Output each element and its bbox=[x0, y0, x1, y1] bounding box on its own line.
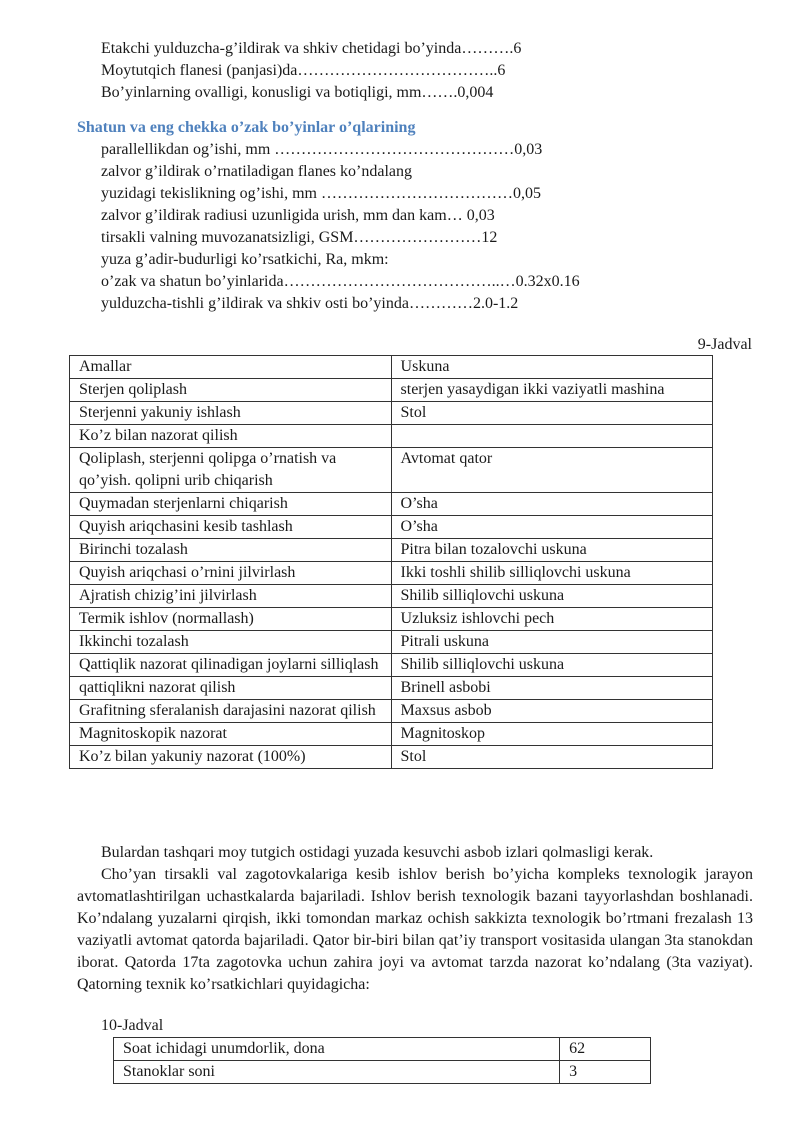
table-row bbox=[70, 379, 713, 402]
table-cell: Qoliplash, sterjenni qolipga o’rnatish va qo’yish. qolipni urib chiqarish bbox=[70, 448, 392, 493]
table-cell: Magnitoskop bbox=[391, 723, 712, 746]
spec-line: zalvor g’ildirak radiusi uzunligida urish, mm dan kam… 0,03 bbox=[101, 207, 495, 224]
paragraph: Bulardan tashqari moy tutgich ostidagi yuzada kesuvchi asbob izlari qolmasligi kerak. bbox=[101, 844, 654, 861]
table-row bbox=[70, 539, 713, 562]
table-cell: Pitra bilan tozalovchi uskuna bbox=[391, 539, 712, 562]
table-row bbox=[70, 425, 713, 448]
table-cell: Maxsus asbob bbox=[391, 700, 712, 723]
table-caption: 9-Jadval bbox=[697, 336, 752, 353]
operations-table bbox=[69, 355, 713, 769]
table-cell: Brinell asbobi bbox=[391, 677, 712, 700]
table-cell: Stol bbox=[391, 746, 712, 769]
table-row bbox=[70, 516, 713, 539]
table-cell: Ikkinchi tozalash bbox=[70, 631, 392, 654]
spec-line: yulduzcha-tishli g’ildirak va shkiv osti bo’yinda…………2.0-1.2 bbox=[101, 295, 519, 312]
table-cell: Ko’z bilan nazorat qilish bbox=[70, 425, 392, 448]
section-heading: Shatun va eng chekka o’zak bo’yinlar o’qlarining bbox=[77, 119, 416, 136]
table-cell: sterjen yasaydigan ikki vaziyatli mashina bbox=[391, 379, 712, 402]
table-cell: O’sha bbox=[391, 516, 712, 539]
spec-line: parallellikdan og’ishi, mm ………………………………………0,03 bbox=[101, 141, 543, 158]
spec-line: yuza g’adir-budurligi ko’rsatkichi, Ra, mkm: bbox=[101, 251, 389, 268]
table-row bbox=[70, 746, 713, 769]
table-cell: Ko’z bilan yakuniy nazorat (100%) bbox=[70, 746, 392, 769]
spec-line: yuzidagi tekislikning og’ishi, mm ………………………………0,05 bbox=[101, 185, 541, 202]
table-cell: O’sha bbox=[391, 493, 712, 516]
table-cell: Uzluksiz ishlovchi pech bbox=[391, 608, 712, 631]
table-cell: Shilib silliqlovchi uskuna bbox=[391, 585, 712, 608]
table-cell: Pitrali uskuna bbox=[391, 631, 712, 654]
table-cell: Avtomat qator bbox=[391, 448, 712, 493]
table-cell: Soat ichidagi unumdorlik, dona bbox=[114, 1038, 560, 1061]
line-specs-table bbox=[113, 1037, 651, 1084]
table-row bbox=[114, 1061, 651, 1084]
table-cell: 62 bbox=[560, 1038, 651, 1061]
table-row bbox=[70, 402, 713, 425]
spec-line: Moytutqich flanesi (panjasi)da………………………………..6 bbox=[101, 62, 506, 79]
table-row bbox=[70, 700, 713, 723]
column-header: Amallar bbox=[70, 356, 392, 379]
table-cell: Stanoklar soni bbox=[114, 1061, 560, 1084]
table-row bbox=[70, 608, 713, 631]
table-cell: Magnitoskopik nazorat bbox=[70, 723, 392, 746]
table-cell: 3 bbox=[560, 1061, 651, 1084]
table-cell: Quymadan sterjenlarni chiqarish bbox=[70, 493, 392, 516]
table-header-row bbox=[70, 356, 713, 379]
spec-line: o’zak va shatun bo’yinlarida…………………………………..…0.32x0.16 bbox=[101, 273, 580, 290]
table-cell: Quyish ariqchasi o’rnini jilvirlash bbox=[70, 562, 392, 585]
table-cell: Ajratish chizig’ini jilvirlash bbox=[70, 585, 392, 608]
table-row bbox=[70, 493, 713, 516]
table-row bbox=[70, 654, 713, 677]
table-row bbox=[70, 585, 713, 608]
table-cell: Stol bbox=[391, 402, 712, 425]
table-cell: Sterjen qoliplash bbox=[70, 379, 392, 402]
table-row bbox=[70, 562, 713, 585]
table-cell: qattiqlikni nazorat qilish bbox=[70, 677, 392, 700]
table-row bbox=[70, 677, 713, 700]
table-cell: Termik ishlov (normallash) bbox=[70, 608, 392, 631]
table-row bbox=[70, 723, 713, 746]
spec-line: zalvor g’ildirak o’rnatiladigan flanes ko’ndalang bbox=[101, 163, 412, 180]
table-cell: Shilib silliqlovchi uskuna bbox=[391, 654, 712, 677]
table-cell: Birinchi tozalash bbox=[70, 539, 392, 562]
column-header: Uskuna bbox=[391, 356, 712, 379]
table-row bbox=[70, 448, 713, 493]
paragraph: Cho’yan tirsakli val zagotovkalariga kesib ishlov berish bo’yicha kompleks texnologik jarayon avtomatlashtirilgan uchastkalarda bajariladi. Ishlov berish texnologik bazani tayyorlashdan boshlanadi. Ko’ndalang yuzalarni qirqish, ikki tomondan markaz ochish sakkizta texnologik bo’rtmani frezalash 13 vaziyatli avtomat qatorda bajariladi. Qator bir-biri bilan qat’iy transport vositasida ulangan 3ta stanokdan iborat. Qatorda 17ta zagotovka uchun zahira joyi va avtomat tarzda nazorat ko’ndalang (3ta vaziyat). Qatorning texnik ko’rsatkichlari quyidagicha: bbox=[77, 866, 753, 993]
table-row bbox=[114, 1038, 651, 1061]
table-row bbox=[70, 631, 713, 654]
table-cell bbox=[391, 425, 712, 448]
table-cell: Ikki toshli shilib silliqlovchi uskuna bbox=[391, 562, 712, 585]
table-cell: Quyish ariqchasini kesib tashlash bbox=[70, 516, 392, 539]
table-cell: Sterjenni yakuniy ishlash bbox=[70, 402, 392, 425]
body-text bbox=[77, 842, 753, 996]
spec-line: tirsakli valning muvozanatsizligi, GSM……………………12 bbox=[101, 229, 498, 246]
table-cell: Grafitning sferalanish darajasini nazorat qilish bbox=[70, 700, 392, 723]
table-cell: Qattiqlik nazorat qilinadigan joylarni silliqlash bbox=[70, 654, 392, 677]
table-caption: 10-Jadval bbox=[101, 1017, 164, 1034]
spec-line: Etakchi yulduzcha-g’ildirak va shkiv chetidagi bo’yinda……….6 bbox=[101, 40, 522, 57]
spec-line: Bo’yinlarning ovalligi, konusligi va botiqligi, mm…….0,004 bbox=[101, 84, 494, 101]
